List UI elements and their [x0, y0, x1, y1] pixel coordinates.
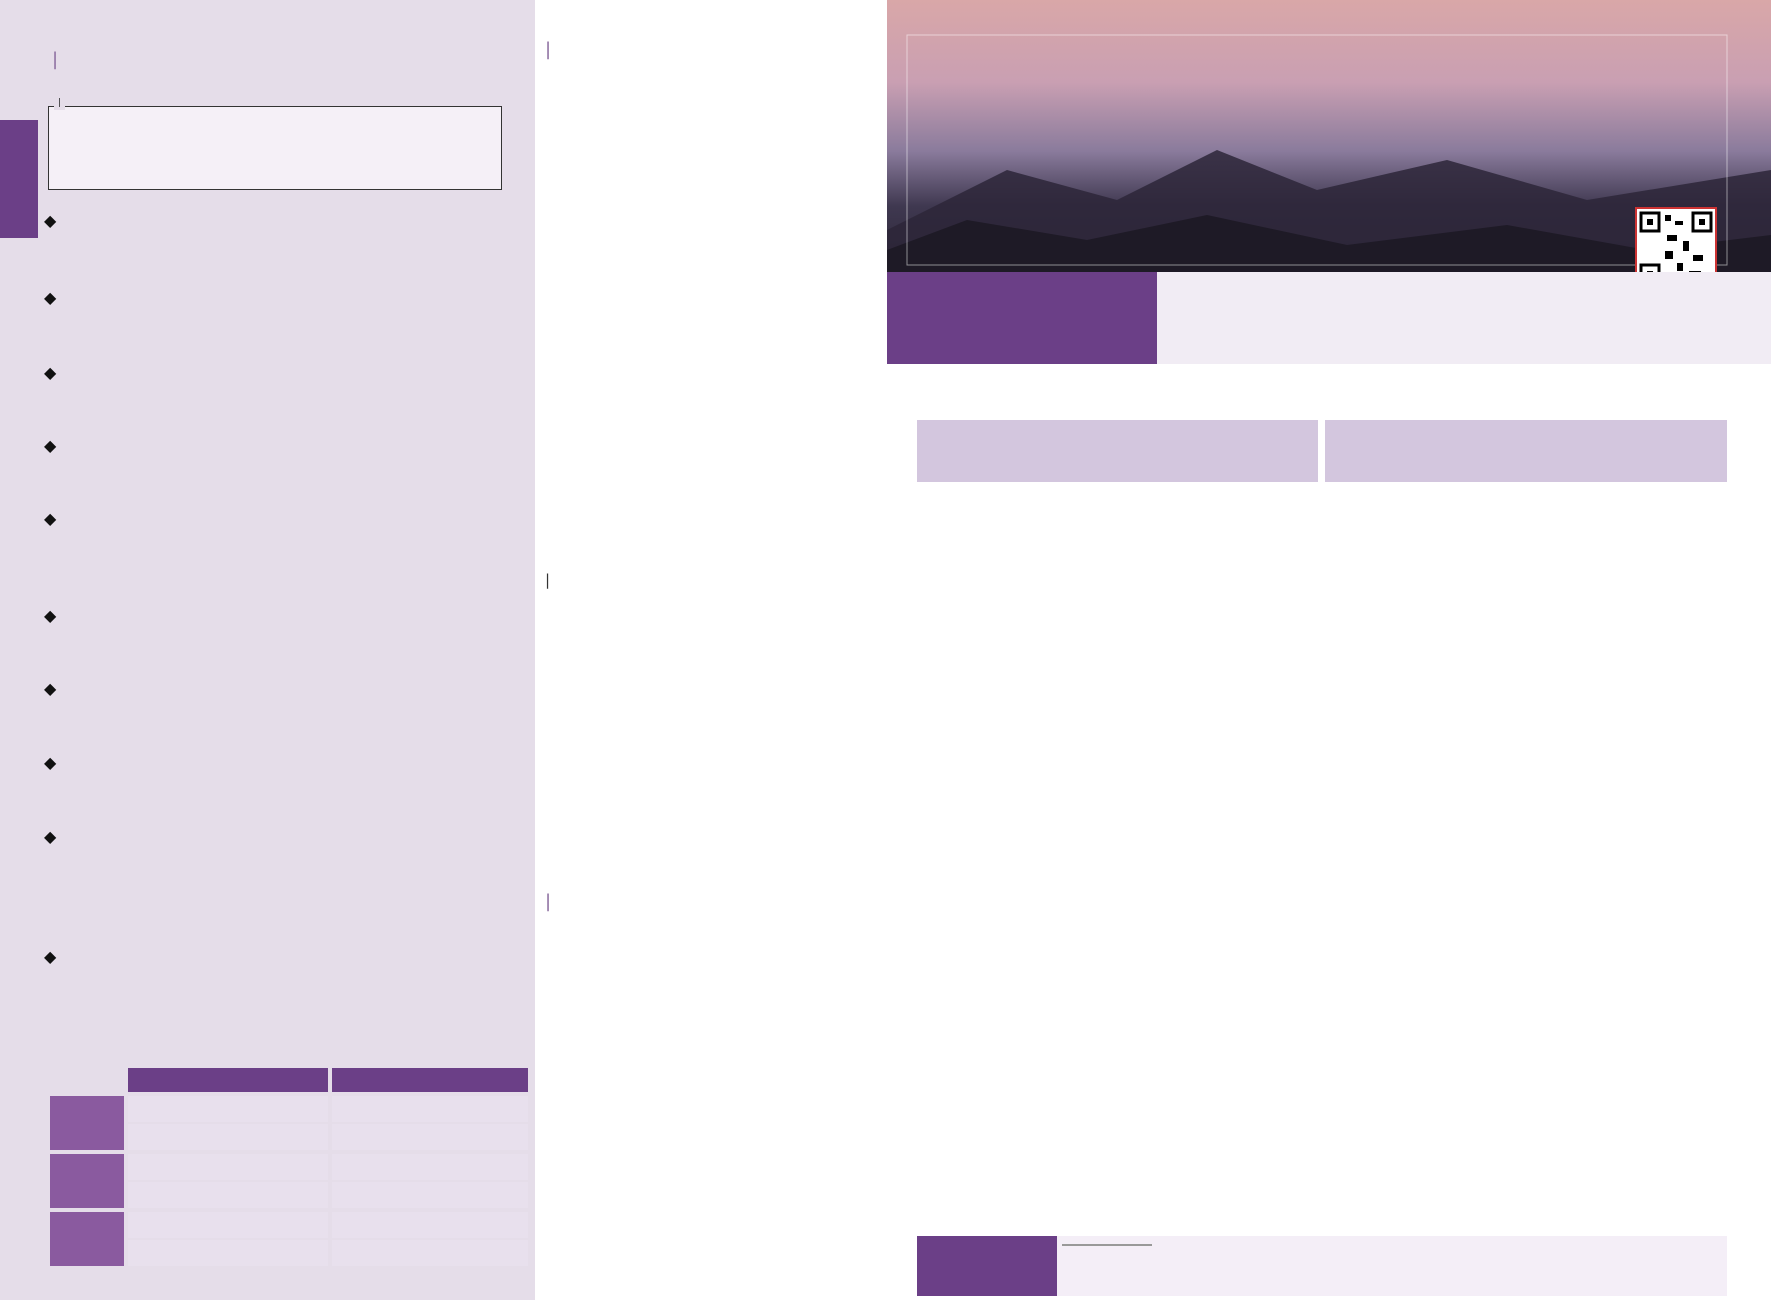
- news-item: [44, 605, 524, 630]
- service-cell: [128, 1154, 328, 1180]
- diamond-icon: ◆: [44, 947, 57, 966]
- news-item-title: [44, 946, 524, 967]
- news-item-title: [44, 362, 524, 383]
- middle-panel: [535, 0, 890, 1300]
- qr-code-icon: [1635, 207, 1717, 275]
- accounts-title: |: [545, 571, 551, 589]
- staff-title: |: [545, 39, 552, 60]
- news-item-title: [44, 508, 524, 529]
- news-item: [44, 435, 524, 460]
- diamond-icon: ◆: [44, 753, 57, 772]
- service-cell: [332, 1182, 528, 1208]
- news-item: [44, 752, 524, 777]
- news-item-title: [44, 826, 524, 847]
- first-service-head: [917, 420, 1318, 482]
- news-item-title: [44, 752, 524, 773]
- hero-banner: [887, 0, 1771, 275]
- welcome-title: |: [54, 88, 65, 110]
- side-tab: [0, 120, 38, 238]
- diamond-icon: ◆: [44, 827, 57, 846]
- news-item-title: [44, 287, 524, 308]
- news-title: |: [52, 49, 59, 70]
- second-service-head: [1325, 420, 1727, 482]
- news-item-title: [44, 678, 524, 699]
- broadcast-label: [917, 1236, 1057, 1296]
- diamond-icon: ◆: [44, 436, 57, 455]
- church-logo: [887, 272, 1157, 364]
- service-col-this: [128, 1068, 328, 1092]
- service-cell: [128, 1240, 328, 1266]
- news-item: [44, 287, 524, 312]
- service-cell: [332, 1124, 528, 1150]
- service-cell: [332, 1240, 528, 1266]
- service-row-label: [50, 1096, 124, 1150]
- diamond-icon: ◆: [44, 211, 57, 230]
- news-item-title: [44, 210, 524, 231]
- church-news-panel: [0, 0, 535, 1300]
- guide-title: |: [545, 891, 552, 912]
- diamond-icon: ◆: [44, 288, 57, 307]
- diamond-icon: ◆: [44, 606, 57, 625]
- news-item: [44, 362, 524, 387]
- diamond-icon: ◆: [44, 363, 57, 382]
- news-item-title: [44, 435, 524, 456]
- service-col-next: [332, 1068, 528, 1092]
- diamond-icon: ◆: [44, 509, 57, 528]
- service-cell: [332, 1154, 528, 1180]
- service-cell: [128, 1124, 328, 1150]
- news-item: [44, 210, 524, 235]
- service-cell: [332, 1096, 528, 1122]
- service-cell: [128, 1096, 328, 1122]
- service-cell: [128, 1212, 328, 1238]
- news-item: [44, 678, 524, 703]
- news-item: [44, 508, 524, 533]
- news-item-title: [44, 605, 524, 626]
- news-item: [44, 946, 524, 971]
- broadcast-speaker: [1062, 1244, 1152, 1246]
- news-item: [44, 826, 524, 851]
- service-row-label: [50, 1212, 124, 1266]
- service-cell: [332, 1212, 528, 1238]
- welcome-box: [48, 106, 502, 190]
- service-row-label: [50, 1154, 124, 1208]
- service-cell: [128, 1182, 328, 1208]
- diamond-icon: ◆: [44, 679, 57, 698]
